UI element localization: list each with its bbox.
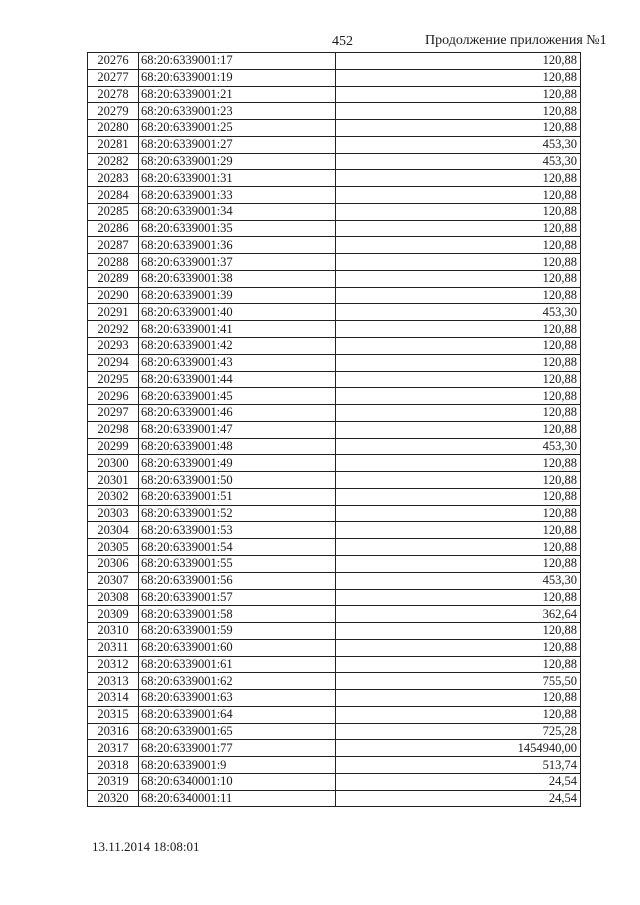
value-cell: 120,88 [336, 505, 581, 522]
cadastral-number-cell: 68:20:6339001:51 [139, 488, 336, 505]
value-cell: 120,88 [336, 69, 581, 86]
cadastral-number-cell: 68:20:6339001:35 [139, 220, 336, 237]
row-number-cell: 20281 [88, 136, 139, 153]
table-row [88, 623, 581, 640]
table-row [88, 706, 581, 723]
table-row [88, 86, 581, 103]
cadastral-number-cell: 68:20:6339001:48 [139, 438, 336, 455]
row-number-cell: 20304 [88, 522, 139, 539]
cadastral-number-cell: 68:20:6339001:33 [139, 187, 336, 204]
table-row [88, 773, 581, 790]
cadastral-number-cell: 68:20:6339001:55 [139, 555, 336, 572]
cadastral-number-cell: 68:20:6339001:41 [139, 321, 336, 338]
value-cell: 120,88 [336, 421, 581, 438]
row-number-cell: 20276 [88, 53, 139, 70]
page-number: 452 [332, 34, 353, 49]
row-number-cell: 20310 [88, 623, 139, 640]
row-number-cell: 20300 [88, 455, 139, 472]
table-row [88, 673, 581, 690]
cadastral-number-cell: 68:20:6339001:62 [139, 673, 336, 690]
table-row [88, 338, 581, 355]
row-number-cell: 20279 [88, 103, 139, 120]
cadastral-number-cell: 68:20:6339001:60 [139, 639, 336, 656]
table-row [88, 505, 581, 522]
value-cell: 453,30 [336, 304, 581, 321]
row-number-cell: 20303 [88, 505, 139, 522]
table-row [88, 220, 581, 237]
cadastral-number-cell: 68:20:6339001:40 [139, 304, 336, 321]
row-number-cell: 20307 [88, 572, 139, 589]
row-number-cell: 20282 [88, 153, 139, 170]
value-cell: 120,88 [336, 623, 581, 640]
cadastral-number-cell: 68:20:6339001:54 [139, 539, 336, 556]
table-row [88, 53, 581, 70]
cadastral-number-cell: 68:20:6339001:42 [139, 338, 336, 355]
table-row [88, 304, 581, 321]
value-cell: 120,88 [336, 639, 581, 656]
table-row [88, 740, 581, 757]
value-cell: 24,54 [336, 773, 581, 790]
value-cell: 120,88 [336, 270, 581, 287]
cadastral-number-cell: 68:20:6339001:46 [139, 405, 336, 422]
table-row [88, 606, 581, 623]
row-number-cell: 20280 [88, 120, 139, 137]
value-cell: 120,88 [336, 555, 581, 572]
cadastral-number-cell: 68:20:6340001:11 [139, 790, 336, 807]
table-row [88, 354, 581, 371]
table-row [88, 287, 581, 304]
table-row [88, 656, 581, 673]
table-row [88, 421, 581, 438]
value-cell: 755,50 [336, 673, 581, 690]
row-number-cell: 20298 [88, 421, 139, 438]
value-cell: 120,88 [336, 690, 581, 707]
row-number-cell: 20297 [88, 405, 139, 422]
cadastral-number-cell: 68:20:6339001:36 [139, 237, 336, 254]
cadastral-number-cell: 68:20:6339001:44 [139, 371, 336, 388]
cadastral-number-cell: 68:20:6339001:39 [139, 287, 336, 304]
cadastral-number-cell: 68:20:6339001:53 [139, 522, 336, 539]
cadastral-number-cell: 68:20:6339001:77 [139, 740, 336, 757]
cadastral-number-cell: 68:20:6339001:37 [139, 254, 336, 271]
row-number-cell: 20317 [88, 740, 139, 757]
row-number-cell: 20277 [88, 69, 139, 86]
table-row [88, 455, 581, 472]
cadastral-number-cell: 68:20:6339001:27 [139, 136, 336, 153]
table-row [88, 723, 581, 740]
cadastral-number-cell: 68:20:6339001:34 [139, 203, 336, 220]
value-cell: 24,54 [336, 790, 581, 807]
cadastral-number-cell: 68:20:6339001:38 [139, 270, 336, 287]
value-cell: 120,88 [336, 220, 581, 237]
cadastral-number-cell: 68:20:6339001:63 [139, 690, 336, 707]
table-row [88, 270, 581, 287]
cadastral-number-cell: 68:20:6339001:59 [139, 623, 336, 640]
value-cell: 120,88 [336, 287, 581, 304]
row-number-cell: 20292 [88, 321, 139, 338]
cadastral-number-cell: 68:20:6339001:23 [139, 103, 336, 120]
table-row [88, 438, 581, 455]
value-cell: 120,88 [336, 589, 581, 606]
value-cell: 453,30 [336, 438, 581, 455]
table-row [88, 405, 581, 422]
row-number-cell: 20315 [88, 706, 139, 723]
row-number-cell: 20291 [88, 304, 139, 321]
cadastral-number-cell: 68:20:6339001:45 [139, 388, 336, 405]
row-number-cell: 20313 [88, 673, 139, 690]
table-row [88, 153, 581, 170]
value-cell: 120,88 [336, 656, 581, 673]
row-number-cell: 20314 [88, 690, 139, 707]
table-row [88, 136, 581, 153]
cadastral-number-cell: 68:20:6339001:50 [139, 472, 336, 489]
records-table-body [88, 53, 581, 807]
row-number-cell: 20305 [88, 539, 139, 556]
cadastral-number-cell: 68:20:6339001:65 [139, 723, 336, 740]
value-cell: 120,88 [336, 354, 581, 371]
cadastral-number-cell: 68:20:6339001:43 [139, 354, 336, 371]
cadastral-number-cell: 68:20:6339001:9 [139, 757, 336, 774]
value-cell: 120,88 [336, 203, 581, 220]
row-number-cell: 20320 [88, 790, 139, 807]
cadastral-number-cell: 68:20:6340001:10 [139, 773, 336, 790]
cadastral-number-cell: 68:20:6339001:25 [139, 120, 336, 137]
row-number-cell: 20294 [88, 354, 139, 371]
value-cell: 120,88 [336, 488, 581, 505]
table-row [88, 522, 581, 539]
table-row [88, 555, 581, 572]
value-cell: 120,88 [336, 254, 581, 271]
row-number-cell: 20311 [88, 639, 139, 656]
table-row [88, 371, 581, 388]
value-cell: 453,30 [336, 153, 581, 170]
row-number-cell: 20312 [88, 656, 139, 673]
cadastral-number-cell: 68:20:6339001:58 [139, 606, 336, 623]
row-number-cell: 20302 [88, 488, 139, 505]
value-cell: 120,88 [336, 120, 581, 137]
value-cell: 362,64 [336, 606, 581, 623]
row-number-cell: 20287 [88, 237, 139, 254]
row-number-cell: 20318 [88, 757, 139, 774]
cadastral-number-cell: 68:20:6339001:47 [139, 421, 336, 438]
value-cell: 120,88 [336, 86, 581, 103]
table-row [88, 639, 581, 656]
table-row [88, 69, 581, 86]
value-cell: 725,28 [336, 723, 581, 740]
row-number-cell: 20283 [88, 170, 139, 187]
value-cell: 120,88 [336, 338, 581, 355]
value-cell: 120,88 [336, 522, 581, 539]
cadastral-number-cell: 68:20:6339001:64 [139, 706, 336, 723]
value-cell: 120,88 [336, 321, 581, 338]
value-cell: 513,74 [336, 757, 581, 774]
cadastral-number-cell: 68:20:6339001:21 [139, 86, 336, 103]
table-row [88, 120, 581, 137]
value-cell: 120,88 [336, 388, 581, 405]
table-row [88, 589, 581, 606]
table-row [88, 539, 581, 556]
value-cell: 120,88 [336, 103, 581, 120]
table-row [88, 187, 581, 204]
row-number-cell: 20290 [88, 287, 139, 304]
table-row [88, 203, 581, 220]
cadastral-number-cell: 68:20:6339001:57 [139, 589, 336, 606]
row-number-cell: 20306 [88, 555, 139, 572]
row-number-cell: 20319 [88, 773, 139, 790]
cadastral-number-cell: 68:20:6339001:29 [139, 153, 336, 170]
row-number-cell: 20301 [88, 472, 139, 489]
row-number-cell: 20316 [88, 723, 139, 740]
cadastral-number-cell: 68:20:6339001:17 [139, 53, 336, 70]
row-number-cell: 20293 [88, 338, 139, 355]
value-cell: 120,88 [336, 53, 581, 70]
table-row [88, 321, 581, 338]
value-cell: 453,30 [336, 572, 581, 589]
table-row [88, 690, 581, 707]
cadastral-number-cell: 68:20:6339001:19 [139, 69, 336, 86]
value-cell: 120,88 [336, 371, 581, 388]
row-number-cell: 20285 [88, 203, 139, 220]
table-row [88, 103, 581, 120]
value-cell: 120,88 [336, 472, 581, 489]
cadastral-number-cell: 68:20:6339001:52 [139, 505, 336, 522]
value-cell: 120,88 [336, 539, 581, 556]
table-row [88, 572, 581, 589]
table-row [88, 254, 581, 271]
value-cell: 120,88 [336, 405, 581, 422]
table-row [88, 170, 581, 187]
value-cell: 453,30 [336, 136, 581, 153]
value-cell: 1454940,00 [336, 740, 581, 757]
row-number-cell: 20289 [88, 270, 139, 287]
table-row [88, 472, 581, 489]
row-number-cell: 20286 [88, 220, 139, 237]
value-cell: 120,88 [336, 455, 581, 472]
row-number-cell: 20308 [88, 589, 139, 606]
row-number-cell: 20278 [88, 86, 139, 103]
appendix-continuation-note: Продолжение приложения №1 [425, 33, 607, 48]
cadastral-number-cell: 68:20:6339001:61 [139, 656, 336, 673]
table-row [88, 388, 581, 405]
cadastral-number-cell: 68:20:6339001:31 [139, 170, 336, 187]
print-timestamp: 13.11.2014 18:08:01 [92, 839, 200, 854]
value-cell: 120,88 [336, 187, 581, 204]
row-number-cell: 20299 [88, 438, 139, 455]
row-number-cell: 20288 [88, 254, 139, 271]
table-row [88, 488, 581, 505]
row-number-cell: 20309 [88, 606, 139, 623]
row-number-cell: 20284 [88, 187, 139, 204]
table-row [88, 237, 581, 254]
table-row [88, 790, 581, 807]
row-number-cell: 20295 [88, 371, 139, 388]
value-cell: 120,88 [336, 237, 581, 254]
cadastral-records-table [87, 52, 581, 807]
value-cell: 120,88 [336, 706, 581, 723]
row-number-cell: 20296 [88, 388, 139, 405]
table-row [88, 757, 581, 774]
value-cell: 120,88 [336, 170, 581, 187]
cadastral-number-cell: 68:20:6339001:49 [139, 455, 336, 472]
cadastral-number-cell: 68:20:6339001:56 [139, 572, 336, 589]
